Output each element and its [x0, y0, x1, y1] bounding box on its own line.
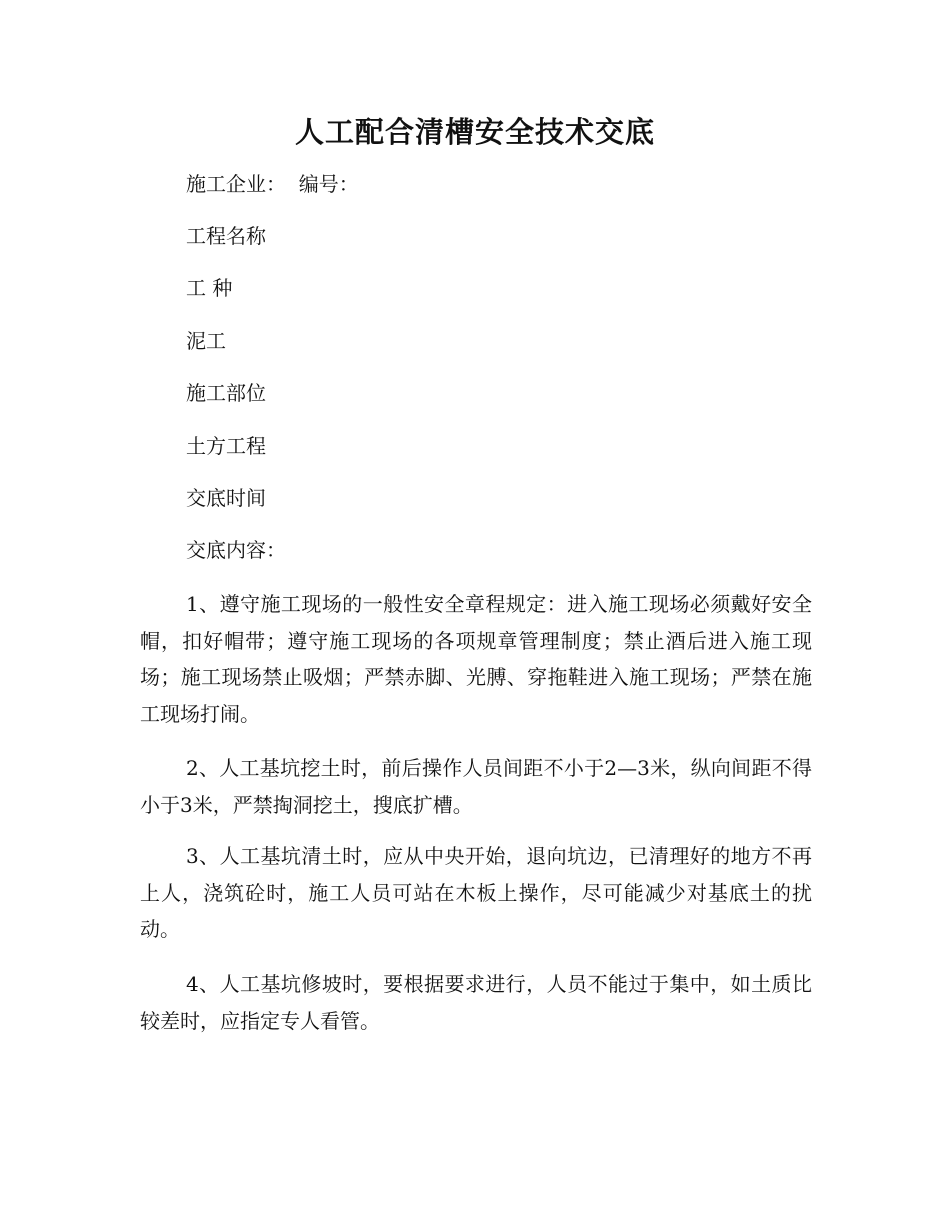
- field-briefing-content: 交底内容：: [186, 538, 286, 562]
- paragraph-4: 4、人工基坑修坡时，要根据要求进行，人员不能过于集中，如土质比较差时，应指定专人看管。: [140, 972, 812, 1033]
- field-briefing-time: 交底时间: [186, 486, 266, 510]
- field-trade-value: 泥工: [186, 329, 226, 353]
- paragraph-2: 2、人工基坑挖土时，前后操作人员间距不小于2—3米，纵向间距不得小于3米，严禁掏洞挖土，搜底扩槽。: [140, 756, 812, 817]
- field-project-name: 工程名称: [186, 224, 266, 248]
- paragraph-1: 1、遵守施工现场的一般性安全章程规定：进入施工现场必须戴好安全帽，扣好帽带；遵守施工现场的各项规章管理制度；禁止酒后进入施工现场；施工现场禁止吸烟；严禁赤脚、光膊、穿拖鞋进入施工现场；严禁在施工现场打闹。: [140, 592, 812, 726]
- field-company-number: 施工企业： 编号：: [186, 172, 359, 196]
- field-trade: 工 种: [186, 276, 233, 300]
- field-location: 施工部位: [186, 381, 266, 405]
- field-location-value: 土方工程: [186, 434, 266, 458]
- paragraph-3: 3、人工基坑清土时，应从中央开始，退向坑边，已清理好的地方不再上人，浇筑砼时，施工人员可站在木板上操作，尽可能减少对基底土的扰动。: [140, 844, 812, 941]
- document-title: 人工配合清槽安全技术交底: [294, 115, 655, 149]
